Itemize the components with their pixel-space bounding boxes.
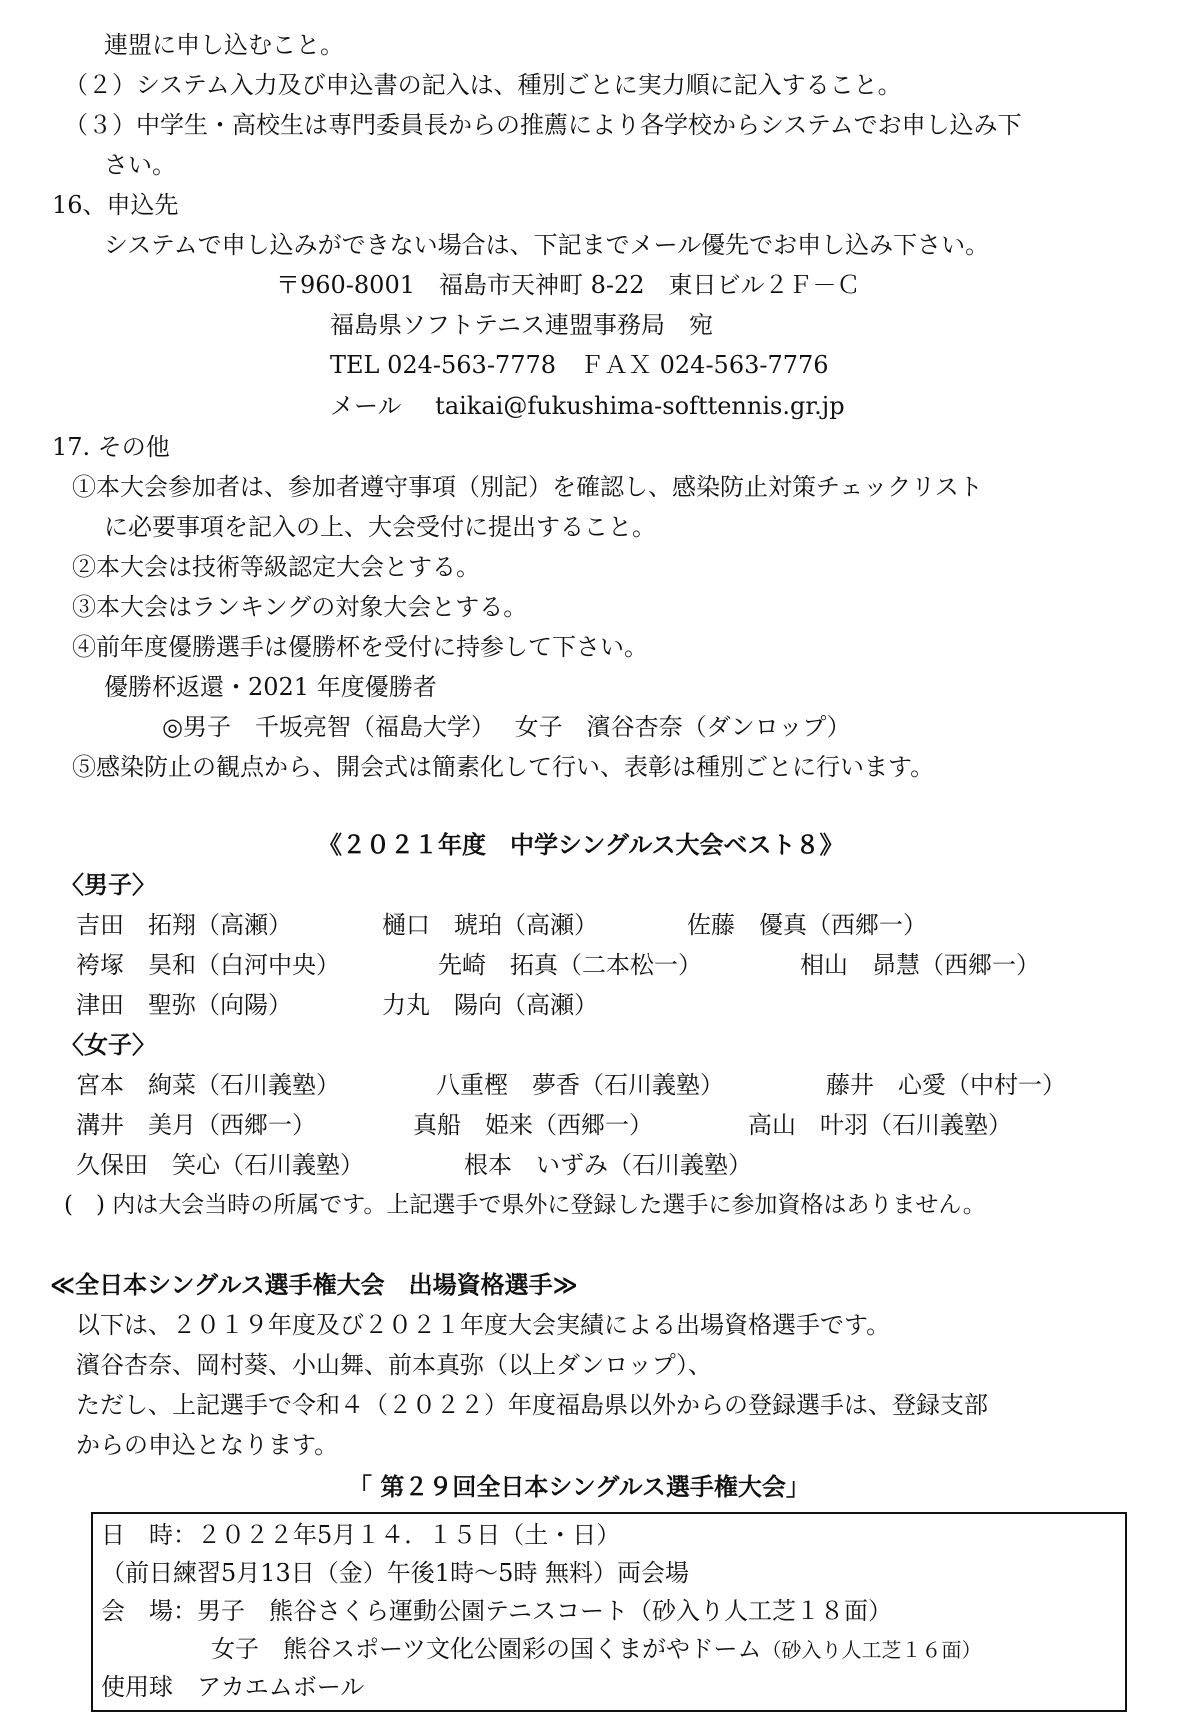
- postal-address: 〒960-8001 福島市天神町 8-22 東日ビル２Ｆ－Ｃ: [276, 271, 861, 299]
- qualified-players: 濱谷杏奈、岡村葵、小山舞、前本真弥（以上ダンロップ）、: [76, 1351, 712, 1379]
- boys-label: 〈男子〉: [60, 871, 156, 899]
- event-date: 日 時：２０２２年5月１４．１５日（土・日）: [101, 1521, 621, 1549]
- player-name: 先崎 拓真（二本松一）: [438, 951, 702, 979]
- trophy-return: 優勝杯返還・2021 年度優勝者: [104, 673, 437, 701]
- email-line: [330, 391, 845, 421]
- line-apply-federation: 連盟に申し込むこと。: [104, 31, 344, 59]
- email-address[interactable]: taikai@fukushima-softtennis.gr.jp: [435, 392, 845, 420]
- qualified-note: ただし、上記選手で令和４（２０２２）年度福島県以外からの登録選手は、登録支部: [76, 1391, 988, 1419]
- other-item-3: ③本大会はランキングの対象大会とする。: [72, 593, 528, 621]
- event-info-box: [91, 1512, 1127, 1712]
- qualified-text: 以下は、２０１９年度及び２０２１年度大会実績による出場資格選手です。: [76, 1311, 891, 1339]
- phone-fax: TEL 024-563-7778 ＦＡＸ 024-563-7776: [330, 351, 829, 379]
- girls-label: 〈女子〉: [60, 1031, 156, 1059]
- player-name: 藤井 心愛（中村一）: [826, 1071, 1066, 1099]
- player-name: 八重樫 夢香（石川義塾）: [436, 1071, 724, 1099]
- player-name: 吉田 拓翔（高瀬）: [76, 911, 292, 939]
- best8-title: 《２０２１年度 中学シングルス大会ベスト８》: [318, 831, 844, 859]
- affiliation-note: ( ) 内は大会当時の所属です。上記選手で県外に登録した選手に参加資格はありません。: [64, 1192, 986, 1218]
- venue-women-note: （砂入り人工芝１６面）: [761, 1638, 982, 1662]
- player-name: 高山 叶羽（石川義塾）: [748, 1111, 1012, 1139]
- player-name: 久保田 笑心（石川義塾）: [76, 1151, 364, 1179]
- organization-name: 福島県ソフトテニス連盟事務局 宛: [330, 311, 714, 339]
- other-item-1: ①本大会参加者は、参加者遵守事項（別記）を確認し、感染防止対策チェックリスト: [72, 473, 983, 501]
- player-name: 津田 聖弥（向陽）: [76, 991, 292, 1019]
- other-item-1-continued: に必要事項を記入の上、大会受付に提出すること。: [104, 513, 656, 541]
- player-name: 宮本 絢菜（石川義塾）: [76, 1071, 340, 1099]
- venue-women-name: 女子 熊谷スポーツ文化公園彩の国くまがやドーム: [211, 1635, 762, 1663]
- player-name: 袴塚 昊和（白河中央）: [76, 951, 340, 979]
- player-name: 根本 いずみ（石川義塾）: [464, 1151, 752, 1179]
- player-name: 力丸 陽向（高瀬）: [382, 991, 598, 1019]
- player-name: 相山 昴慧（西郷一）: [800, 951, 1040, 979]
- item-3: （３）中学生・高校生は専門委員長からの推薦により各学校からシステムでお申し込み下: [64, 111, 1022, 139]
- qualified-title: ≪全日本シングルス選手権大会 出場資格選手≫: [50, 1271, 578, 1299]
- other-item-2: ②本大会は技術等級認定大会とする。: [72, 553, 480, 581]
- event-ball: 使用球 アカエムボール: [101, 1673, 365, 1701]
- player-name: 佐藤 優真（西郷一）: [687, 911, 927, 939]
- player-name: 樋口 琥珀（高瀬）: [382, 911, 598, 939]
- section-16-text: システムで申し込みができない場合は、下記までメール優先でお申し込み下さい。: [104, 231, 990, 259]
- venue-women: [211, 1634, 982, 1665]
- section-17-heading: 17. その他: [52, 433, 170, 461]
- qualified-note-continued: からの申込となります。: [76, 1431, 339, 1459]
- player-name: 溝井 美月（西郷一）: [76, 1111, 316, 1139]
- other-item-4: ④前年度優勝選手は優勝杯を受付に持参して下さい。: [72, 633, 648, 661]
- venue-men: 会 場：男子 熊谷さくら運動公園テニスコート（砂入り人工芝１８面）: [101, 1597, 893, 1625]
- item-2: （２）システム入力及び申込書の記入は、種別ごとに実力順に記入すること。: [64, 71, 902, 99]
- email-label: メール: [330, 392, 402, 420]
- event-title: 「 第２９回全日本シングルス選手権大会」: [348, 1473, 810, 1501]
- section-16-heading: 16、申込先: [52, 191, 179, 219]
- player-name: 真船 姫来（西郷一）: [413, 1111, 653, 1139]
- event-practice: （前日練習5月13日（金）午後1時～5時 無料）両会場: [101, 1559, 689, 1587]
- previous-champions: ◎男子 千坂亮智（福島大学） 女子 濱谷杏奈（ダンロップ）: [162, 713, 851, 741]
- item-3-continued: さい。: [104, 151, 176, 179]
- other-item-5: ⑤感染防止の観点から、開会式は簡素化して行い、表彰は種別ごとに行います。: [72, 753, 935, 781]
